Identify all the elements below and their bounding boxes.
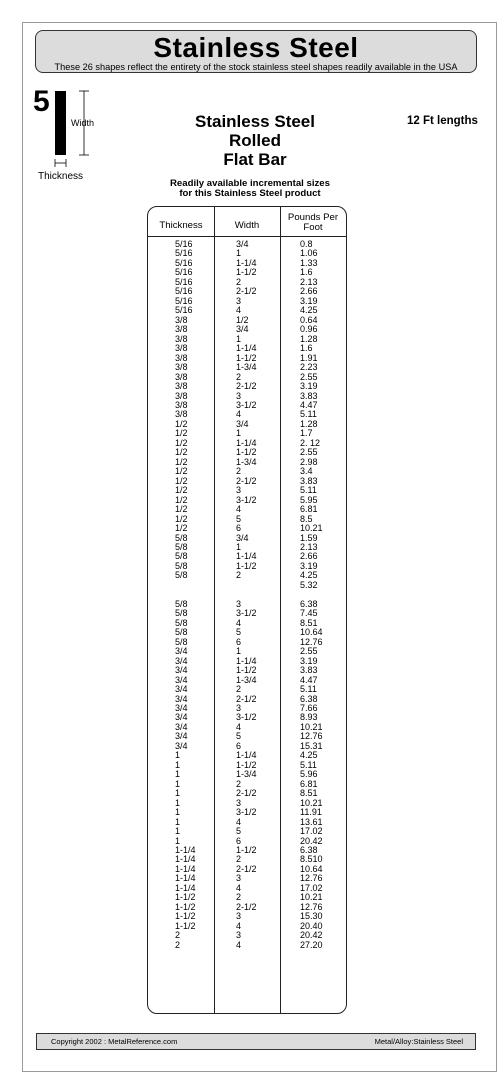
cell-thickness: 5/8 [175, 542, 188, 552]
footer-bar [36, 1033, 476, 1050]
cell-weight: 5.11 [300, 485, 317, 496]
cell-weight: 8.5 [300, 513, 313, 524]
cell-width: 3/4 [236, 239, 249, 249]
cell-thickness: 1/2 [175, 523, 188, 534]
cell-width: 5 [236, 731, 242, 742]
cell-thickness: 3/8 [175, 314, 188, 325]
cell-width: 2-1/2 [236, 901, 257, 912]
cell-weight: 5.11 [300, 759, 317, 770]
cell-thickness: 3/8 [175, 371, 188, 382]
header-width: Width [234, 220, 260, 231]
cell-width: 1-3/4 [236, 362, 257, 373]
cell-thickness: 3/4 [175, 674, 188, 685]
cell-width: 3 [236, 485, 242, 496]
cell-weight: 1.06 [300, 248, 318, 259]
sizes-table [147, 206, 347, 1014]
cell-width: 1-1/2 [236, 665, 257, 676]
cell-thickness: 1-1/2 [175, 920, 196, 931]
cell-weight: 2. 12 [300, 437, 321, 448]
cell-weight: 13.61 [300, 816, 323, 827]
cell-thickness: 3/8 [175, 399, 188, 410]
cell-thickness: 5/16 [175, 295, 193, 306]
cell-weight: 12.76 [300, 873, 323, 884]
cell-width: 2 [236, 778, 242, 789]
cell-weight: 5.95 [300, 494, 318, 505]
cell-weight: 17.02 [300, 882, 323, 893]
cell-width: 1/2 [236, 314, 249, 325]
cell-thickness: 5/16 [175, 286, 193, 297]
cell-thickness: 3/8 [175, 352, 188, 363]
cell-thickness: 1-1/4 [175, 854, 196, 865]
cell-width: 3-1/2 [236, 399, 257, 410]
cell-width: 2 [236, 684, 242, 695]
cell-width: 4 [236, 617, 242, 628]
cell-weight: 3.19 [300, 560, 318, 571]
cell-weight: 7.45 [300, 608, 318, 619]
cell-width: 1-1/4 [236, 437, 257, 448]
cell-width: 1-1/2 [236, 759, 257, 770]
cell-width: 6 [236, 835, 242, 846]
cell-weight: 5.32 [300, 579, 318, 590]
availability-note [150, 179, 350, 199]
cell-thickness: 5/16 [175, 248, 193, 259]
cell-thickness: 1 [175, 769, 181, 780]
cell-weight: 3.83 [300, 475, 318, 486]
cell-thickness: 5/16 [175, 267, 193, 278]
cell-weight: 1.6 [300, 343, 313, 354]
cell-weight: 10.64 [300, 863, 323, 874]
cell-width: 4 [236, 305, 242, 316]
lengths-note: 12 Ft lengths [407, 115, 478, 127]
cell-weight: 2.23 [300, 362, 318, 373]
cell-width: 3/4 [236, 532, 249, 543]
cell-thickness: 3/8 [175, 343, 188, 354]
cell-weight: 8.510 [300, 854, 323, 865]
cell-weight: 6.81 [300, 504, 318, 515]
cell-width: 2-1/2 [236, 286, 257, 297]
cell-width: 1-3/4 [236, 769, 257, 780]
cell-width: 4 [236, 504, 242, 515]
cell-weight: 0.96 [300, 324, 318, 335]
header-banner [35, 30, 477, 73]
cell-weight: 1.28 [300, 333, 318, 344]
cell-thickness: 2 [175, 939, 181, 950]
cell-weight: 15.31 [300, 740, 323, 751]
cell-thickness: 3/4 [175, 721, 188, 732]
cell-weight: 1.33 [300, 257, 318, 268]
cell-weight: 10.21 [300, 523, 323, 534]
header-weight [280, 213, 346, 233]
cell-thickness: 1-1/2 [175, 892, 196, 903]
cell-thickness: 1-1/2 [175, 911, 196, 922]
cell-thickness: 1/2 [175, 456, 188, 467]
cell-width: 1 [236, 428, 242, 439]
product-title [160, 112, 350, 169]
cell-width: 1 [236, 333, 242, 344]
cell-thickness: 3/4 [175, 665, 188, 676]
cell-width: 4 [236, 920, 242, 931]
cell-width: 1-1/2 [236, 352, 257, 363]
cell-thickness: 5/8 [175, 570, 188, 581]
cell-width: 1-1/4 [236, 343, 257, 354]
cell-thickness: 5/16 [175, 257, 193, 268]
cell-thickness: 3/8 [175, 390, 188, 401]
cell-weight: 15.30 [300, 911, 323, 922]
cell-weight: 6.38 [300, 693, 318, 704]
cell-width: 1-3/4 [236, 456, 257, 467]
cell-thickness: 3/8 [175, 333, 188, 344]
cell-width: 2 [236, 854, 242, 865]
cell-width: 1-1/4 [236, 551, 257, 562]
cell-weight: 20.42 [300, 930, 323, 941]
cell-weight: 2.55 [300, 646, 318, 657]
cell-thickness: 5/8 [175, 560, 188, 571]
cell-weight: 5.11 [300, 684, 317, 695]
cell-thickness: 1 [175, 835, 181, 846]
cell-weight: 2.66 [300, 286, 318, 297]
flat-bar-diagram-icon [0, 0, 100, 180]
cell-width: 5 [236, 513, 242, 524]
cell-width: 1 [236, 248, 242, 259]
cell-thickness: 3/4 [175, 693, 188, 704]
cell-width: 4 [236, 882, 242, 893]
cell-width: 3-1/2 [236, 608, 257, 619]
cell-weight: 10.64 [300, 627, 323, 638]
cell-weight: 6.38 [300, 598, 318, 609]
cell-width: 2-1/2 [236, 863, 257, 874]
cell-weight: 1.7 [300, 428, 313, 439]
cell-weight: 3.19 [300, 655, 318, 666]
cell-thickness: 1 [175, 778, 181, 789]
cell-thickness: 5/8 [175, 532, 188, 543]
cell-thickness: 1 [175, 759, 181, 770]
cell-weight: 12.76 [300, 636, 323, 647]
cell-width: 4 [236, 939, 242, 950]
cell-weight: 2.66 [300, 551, 318, 562]
cell-thickness: 1/2 [175, 418, 188, 429]
cell-weight: 12.76 [300, 731, 323, 742]
cell-thickness: 3/4 [175, 712, 188, 723]
cell-weight: 0.8 [300, 239, 313, 249]
cell-width: 2-1/2 [236, 475, 257, 486]
cell-weight: 3.83 [300, 665, 318, 676]
cell-weight: 0.64 [300, 314, 318, 325]
cell-width: 6 [236, 636, 242, 647]
cell-thickness: 3/8 [175, 362, 188, 373]
width-label: Width [71, 118, 95, 128]
cell-weight: 11.91 [300, 807, 322, 818]
cell-weight: 5.96 [300, 769, 318, 780]
cell-weight: 2.55 [300, 447, 318, 458]
cell-weight: 20.42 [300, 835, 323, 846]
cell-thickness: 1/2 [175, 437, 188, 448]
cell-width: 2-1/2 [236, 693, 257, 704]
cell-weight: 8.93 [300, 712, 318, 723]
cell-width: 2-1/2 [236, 788, 257, 799]
cell-width: 1-3/4 [236, 674, 257, 685]
cell-thickness: 3/8 [175, 409, 188, 420]
cell-weight: 1.6 [300, 267, 313, 278]
cell-width: 2-1/2 [236, 381, 257, 392]
cell-thickness: 1 [175, 826, 181, 837]
header-weight-line1: Pounds Per [287, 212, 339, 223]
thickness-label: Thickness [38, 171, 84, 182]
cell-thickness: 5/16 [175, 239, 193, 249]
cell-thickness: 1-1/4 [175, 845, 196, 855]
cell-width: 1 [236, 542, 242, 552]
cell-weight: 3.83 [300, 390, 318, 401]
cell-thickness: 1/2 [175, 475, 188, 486]
cell-weight: 12.76 [300, 901, 323, 912]
cell-weight: 2.13 [300, 276, 318, 287]
cell-weight: 5.11 [300, 409, 317, 420]
cell-thickness: 3/4 [175, 655, 188, 666]
cell-thickness: 1 [175, 750, 181, 761]
category-path: Metal/Alloy:Stainless Steel [374, 1037, 463, 1046]
availability-line2: for this Stainless Steel product [179, 188, 321, 199]
cell-thickness: 1-1/4 [175, 863, 196, 874]
cell-weight: 3.19 [300, 295, 318, 306]
cell-width: 2 [236, 371, 242, 382]
cell-width: 3 [236, 702, 242, 713]
availability-line1: Readily available incremental sizes [170, 178, 330, 189]
cell-weight: 20.40 [300, 920, 323, 931]
shape-number: 5 [33, 85, 50, 118]
cell-width: 4 [236, 721, 242, 732]
cell-weight: 6.38 [300, 845, 318, 855]
product-title-line1: Stainless Steel [194, 112, 315, 131]
cell-thickness: 1/2 [175, 513, 188, 524]
cell-width: 2 [236, 466, 242, 477]
cell-weight: 2.55 [300, 371, 318, 382]
cell-width: 1-1/2 [236, 267, 257, 278]
cell-weight: 3.4 [300, 466, 313, 477]
table-row [148, 581, 346, 590]
cell-thickness: 1 [175, 807, 181, 818]
cell-thickness: 3/4 [175, 702, 188, 713]
cell-weight: 4.25 [300, 570, 318, 581]
cell-thickness: 1/2 [175, 494, 188, 505]
cell-thickness: 5/8 [175, 617, 188, 628]
cell-thickness: 5/8 [175, 608, 188, 619]
cell-width: 3-1/2 [236, 494, 257, 505]
product-title-line2: Rolled [229, 131, 281, 150]
cell-weight: 4.47 [300, 399, 318, 410]
cell-weight: 6.81 [300, 778, 318, 789]
cell-weight: 1.28 [300, 418, 318, 429]
cell-width: 3 [236, 911, 242, 922]
cell-width: 3 [236, 295, 242, 306]
cell-weight: 27.20 [300, 939, 323, 950]
cell-thickness: 1/2 [175, 485, 188, 496]
flat-bar-shape [55, 91, 66, 155]
cell-width: 2 [236, 570, 242, 581]
cell-width: 1-1/2 [236, 845, 257, 855]
page-subtitle: These 26 shapes reflect the entirety of the stock stainless steel shapes readily available in the USA [54, 62, 458, 72]
cell-weight: 4.47 [300, 674, 318, 685]
header-divider [148, 236, 346, 237]
page-title: Stainless Steel [153, 32, 359, 63]
cell-width: 3 [236, 390, 242, 401]
cell-width: 4 [236, 409, 242, 420]
table-row [148, 941, 346, 950]
cell-weight: 4.25 [300, 750, 318, 761]
cell-thickness: 3/4 [175, 731, 188, 742]
cell-width: 6 [236, 740, 242, 751]
cell-thickness: 3/4 [175, 740, 188, 751]
cell-weight: 8.51 [300, 617, 318, 628]
cell-width: 3/4 [236, 324, 249, 335]
cell-weight: 1.59 [300, 532, 318, 543]
cell-width: 1 [236, 646, 242, 657]
cell-thickness: 5/8 [175, 598, 188, 609]
cell-width: 5 [236, 627, 242, 638]
header-thickness: Thickness [159, 220, 203, 231]
cell-width: 3 [236, 797, 242, 808]
cell-weight: 17.02 [300, 826, 323, 837]
cell-weight: 1.91 [300, 352, 318, 363]
cell-width: 2 [236, 276, 242, 287]
header-weight-line2: Foot [303, 222, 323, 233]
cell-thickness: 1/2 [175, 504, 188, 515]
cell-width: 6 [236, 523, 242, 534]
cell-width: 1-1/4 [236, 750, 257, 761]
cell-width: 3-1/2 [236, 807, 257, 818]
cell-thickness: 1/2 [175, 428, 188, 439]
cell-thickness: 3/8 [175, 324, 188, 335]
cell-width: 1-1/2 [236, 447, 257, 458]
cell-thickness: 1/2 [175, 447, 188, 458]
cell-thickness: 1/2 [175, 466, 188, 477]
cell-width: 1-1/2 [236, 560, 257, 571]
cell-width: 4 [236, 816, 242, 827]
cell-thickness: 5/8 [175, 627, 188, 638]
cell-width: 3/4 [236, 418, 249, 429]
cell-weight: 8.51 [300, 788, 318, 799]
cell-thickness: 3/4 [175, 684, 188, 695]
cell-weight: 2.98 [300, 456, 318, 467]
cell-width: 3-1/2 [236, 712, 257, 723]
cell-thickness: 1 [175, 788, 181, 799]
cell-thickness: 5/8 [175, 636, 188, 647]
cell-weight: 7.66 [300, 702, 318, 713]
cell-thickness: 3/8 [175, 381, 188, 392]
cell-width: 3 [236, 598, 242, 609]
cell-thickness: 3/4 [175, 646, 188, 657]
cell-width: 2 [236, 892, 242, 903]
cell-weight: 10.21 [300, 721, 323, 732]
cell-thickness: 1-1/4 [175, 882, 196, 893]
cell-weight: 2.13 [300, 542, 318, 552]
cell-thickness: 1-1/2 [175, 901, 196, 912]
cell-width: 3 [236, 873, 242, 884]
cell-width: 3 [236, 930, 242, 941]
cell-thickness: 5/8 [175, 551, 188, 562]
cell-width: 1-1/4 [236, 257, 257, 268]
table-body [148, 240, 346, 950]
cell-weight: 4.25 [300, 305, 318, 316]
cell-width: 5 [236, 826, 242, 837]
copyright-text: Copyright 2002 : MetalReference.com [51, 1037, 178, 1046]
cell-thickness: 5/16 [175, 276, 193, 287]
cell-weight: 3.19 [300, 381, 318, 392]
cell-weight: 10.21 [300, 797, 323, 808]
cell-thickness: 1 [175, 816, 181, 827]
cell-width: 1-1/4 [236, 655, 257, 666]
cell-thickness: 5/16 [175, 305, 193, 316]
cell-thickness: 1-1/4 [175, 873, 196, 884]
cell-thickness: 1 [175, 797, 181, 808]
cell-thickness: 2 [175, 930, 181, 941]
cell-weight: 10.21 [300, 892, 323, 903]
product-title-line3: Flat Bar [223, 150, 287, 169]
